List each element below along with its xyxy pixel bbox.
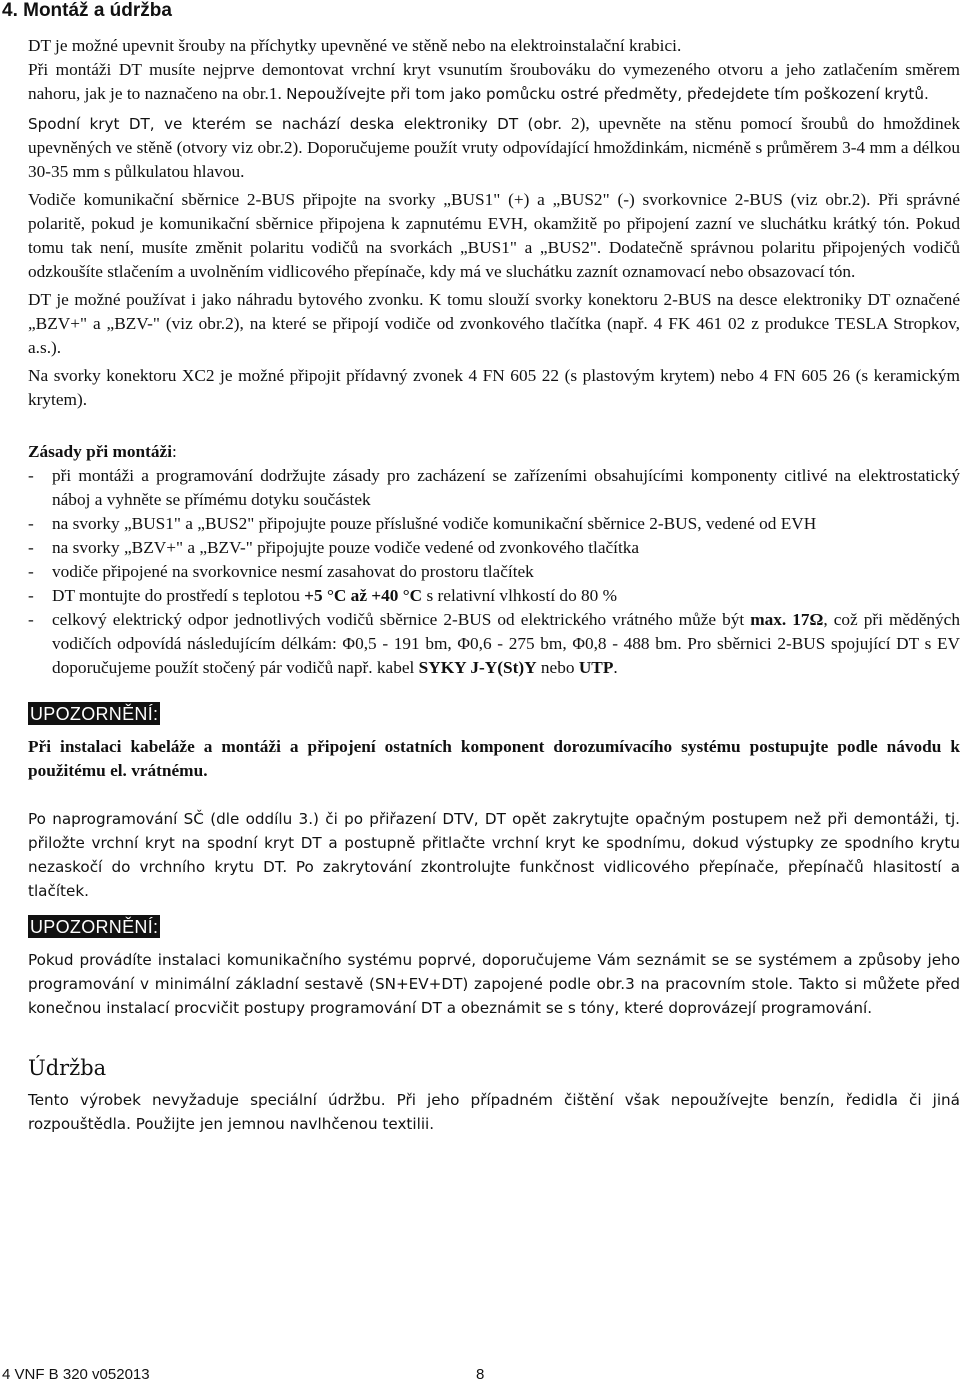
section-heading: 4. Montáž a údržba [2,0,172,21]
footer-page-number: 8 [476,1366,485,1383]
text-demount-warning: Nepoužívejte při tom jako pomůcku ostré předměty, předejdete tím poškození krytů. [286,85,929,103]
rule-end: . [613,658,618,677]
footer-doc-code: 4 VNF B 320 v052013 [2,1366,150,1383]
rule-temp-post: s relativní vlhkostí do 80 % [422,586,618,605]
section-body [28,34,960,1136]
text-bottom-cover-c: Doporučujeme použít vruty odpovídající hmoždinkám, nicméně s průměrem 3-4 mm a délkou 30-35 mm s půlkulatou hlavou. [28,138,960,181]
rule-text: na svorky „BUS1" a „BUS2" připojujte pouze příslušné vodiče komunikační sběrnice 2-BUS, vedené od EVH [52,514,817,533]
maintenance-text: Tento výrobek nevyžaduje speciální údržbu. Při jeho případném čištění však nepoužívejte benzín, ředidla či jiná rozpouštědla. Použijte jen jemnou navlhčenou textilii. [28,1091,960,1133]
warning-block-2 [28,915,960,940]
warning-label: UPOZORNĚNÍ: [30,704,159,724]
rules-list [28,464,960,680]
text-reassembly-a: Po naprogramování SČ (dle oddílu 3.) či po přiřazení DTV, DT opět zakrytujte opačným postupem než při demontáži, tj. přiložte vrchní kryt na spodní kryt DT a postupně přitlačte vrchní kryt ke spodnímu, dokud výstupky ze spodního krytu nezaskočí do vrchního krytu DT. [28,810,960,876]
list-item [28,584,960,608]
text-doorbell-a: DT je možné používat i jako náhradu bytového zvonku. [28,290,424,309]
text-bottom-cover-b: 2), upevněte na stěnu pomocí šroubů do hmoždinek upevněných ve stěně (otvory viz obr.2). [28,114,960,157]
dash: - [28,538,34,557]
warning-bold-text: Při instalaci kabeláže a montáži a připojení ostatních komponent dorozumívacího systému postupujte podle návodu k použitému el. vrátnému. [28,737,960,780]
text-bus-a: Vodiče komunikační sběrnice 2-BUS připojte na svorky „BUS1" (+) a „BUS2" (-) svorkovnice 2-BUS (viz obr.2). [28,190,871,209]
paragraph-mounting [28,34,960,58]
warning-block-1 [28,702,960,727]
text-demount: Při montáži DT musíte nejprve demontovat vrchní kryt vsunutím šroubováku do vymezeného otvoru a jeho zatlačením směrem nahoru, jak je to naznačeno na obr.1. [28,60,960,103]
list-item [28,560,960,584]
text-extra-bell: Na svorky konektoru XC2 je možné připojit přídavný zvonek 4 FN 605 22 (s plastovým krytem) nebo 4 FN 605 26 (s keramickým krytem). [28,366,960,409]
dash: - [28,610,34,629]
rule-text: na svorky „BZV+" a „BZV-" připojujte pouze vodiče vedené od zvonkového tlačítka [52,538,640,557]
warning-text-1 [28,735,960,783]
text-doorbell-b: K tomu slouží svorky konektoru 2-BUS na desce elektroniky DT označené „BZV+" a „BZV-" (viz obr.2), na které se připojí vodiče od zvonkového tlačítka (např. 4 FK 461 02 z produkce TESLA Stropkov, a.s.). [28,290,960,357]
warning-label: UPOZORNĚNÍ: [30,917,159,937]
rule-text: při montáži a programování dodržujte zásady pro zacházení se zařízeními obsahujícími komponenty citlivé na elektrostatický náboj a vyhněte se přímému dotyku součástek [52,466,960,509]
paragraph-demount [28,58,960,106]
paragraph-reassembly [28,807,960,903]
paragraph-bus-wiring [28,188,960,284]
paragraph-bottom-cover [28,112,960,184]
dash: - [28,466,34,485]
text-bus-b: Při správné polaritě, pokud je komunikační sběrnice připojena k zapnutému EVH, okamžitě po připojení zazní ve sluchátku krátký tón. [28,190,960,233]
dash: - [28,586,34,605]
rule-resistance-pre: celkový elektrický odpor jednotlivých vodičů sběrnice 2-BUS od elektrického vrátného může být [52,610,751,629]
rules-heading [28,440,960,464]
list-item [28,608,960,680]
maintenance-heading: Údržba [28,1056,107,1080]
text-mounting: DT je možné upevnit šrouby na příchytky upevněné ve stěně nebo na elektroinstalační krabici. [28,36,682,55]
rule-cable-utp: UTP [578,658,614,677]
rules-colon: : [172,442,177,461]
warning-text-2 [28,948,960,1020]
rule-cable-name: SYKY J-Y(St)Y [418,658,537,677]
rule-text: vodiče připojené na svorkovnice nesmí zasahovat do prostoru tlačítek [52,562,534,581]
rule-resistance-max: max. 17Ω [750,610,824,629]
text-bus-c: Pokud tomu tak není, musíte změnit polaritu vodičů na svorkách „BUS1" a „BUS2". [28,214,960,257]
list-item [28,512,960,536]
paragraph-extra-bell [28,364,960,412]
rule-temp-range: +5 °C až +40 °C [304,586,423,605]
warning-body-text: Pokud provádíte instalaci komunikačního systému poprvé, doporučujeme Vám seznámit se se systémem a způsoby jeho programování v minimální základní sestavě (SN+EV+DT) zapojené podle obr.3 na pracovním stole. Takto si můžete před konečnou instalací procvičit postupy programování DT a obeznámit se s tóny, které doprovázejí programování. [28,951,960,1017]
text-bottom-cover-a: Spodní kryt DT, ve kterém se nachází deska elektroniky DT (obr. [28,115,563,133]
dash: - [28,514,34,533]
rule-cable-or: nebo [536,658,579,677]
list-item [28,464,960,512]
text-reassembly-b: Po zakrytování zkontrolujte funkčnost vidlicového přepínače, přepínačů hlasitostí a tlačítek. [28,858,960,900]
paragraph-doorbell [28,288,960,360]
text-bus-d: Dodatečně správnou polaritu připojených vodičů odzkoušíte stlačením a uvolněním vidlicového přepínače, kdy má ve sluchátku zaznít oznamovací nebo obsazovací tón. [28,238,960,281]
list-item [28,536,960,560]
maintenance-paragraph [28,1088,960,1136]
dash: - [28,562,34,581]
rule-resistance-mid: , což při měděných vodičích odpovídá následujícím délkám: Φ0,5 - 191 bm, Φ0,6 - 275 bm, Φ0,8 - 488 bm. Pro sběrnici 2-BUS spojující DT s EV doporučujeme použít stočený pár vodičů např. kabel [52,610,960,677]
rule-temp-pre: DT montujte do prostředí s teplotou [52,586,305,605]
rules-title: Zásady při montáži [28,442,173,461]
